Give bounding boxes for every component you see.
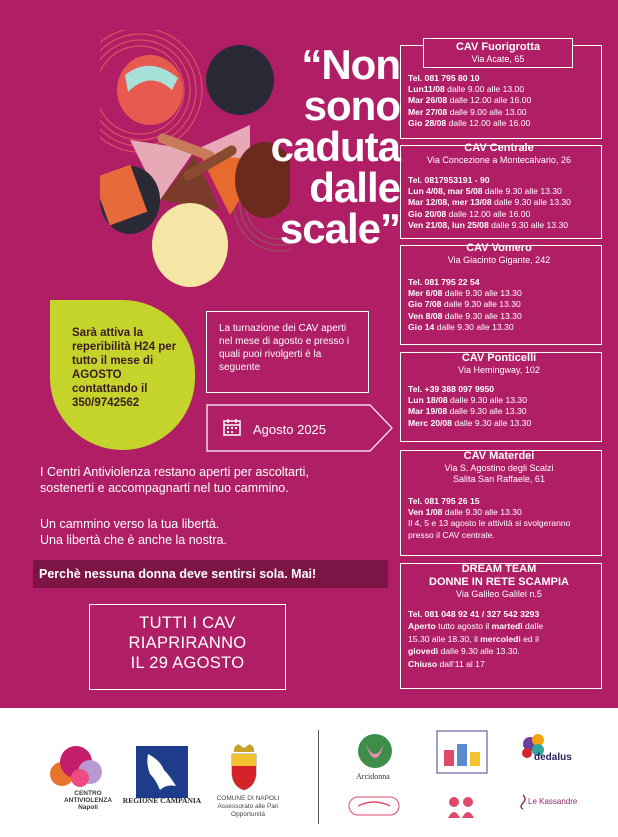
paragraph-centri [40,464,309,496]
centro-antiviolenza-label: CENTRO ANTIVIOLENZA Napoli [63,790,113,811]
title-line: sono [303,82,400,129]
cav-address: Via Galileo Galilei n.5 [456,589,542,599]
reopen-box [89,604,286,690]
cav-vomero-header [424,240,574,270]
cav-centrale-schedule: Tel. 0817953191 - 90 Lun 4/08, mar 5/08 dalle 9.30 alle 13.30 Mar 12/08, mer 13/08 dalle 9.30 alle 13.30 Gio 20/08 dalle 12.00 alle 16.00 Ven 21/08, lun 25/08 dalle 9.30 alle 13.30 [408,175,571,230]
month-label: Agosto 2025 [253,422,327,437]
title-line: “Non [301,41,400,88]
cav-address: Via Concezione a Montecalvario, 26 [427,155,571,165]
centro-antiviolenza-logo [44,742,104,788]
turnazione-box [206,311,369,393]
cav-address: Via Acate, 65 [471,54,525,64]
main-title [250,41,400,252]
reopen-line: IL 29 AGOSTO [130,654,245,672]
reperibilita-text: Sarà attiva la reperibilità H24 per tutto il mese di AGOSTO contattando il 350/9742562 [72,327,177,409]
cav-fuorigrotta-header [423,38,573,68]
slogan-banner: Perchè nessuna donna deve sentirsi sola. Mai! [33,560,388,588]
title-line: caduta [270,123,400,170]
cav-materdei-header [424,448,574,490]
paragraph-line: Una libertà che è anche la nostra. [40,533,227,547]
salute-donna-logo [436,730,488,774]
dream-team-header [424,561,574,605]
cav-ponticelli-header [424,350,574,380]
partner-logo-figures [440,792,484,822]
regione-campania-logo [136,746,188,798]
title-line: dalle [309,164,400,211]
cav-name: CAV Ponticelli [461,352,537,364]
footer-divider [318,730,319,824]
calendar-icon [222,417,242,437]
cav-materdei-schedule: Tel. 081 795 26 15 Ven 1/08 dalle 9.30 alle 13.30 Il 4, 5 e 13 agosto le attività si svolgeranno presso il CAV centrale. [408,496,571,540]
regione-campania-label: REGIONE CAMPANIA [122,796,202,805]
arcidonna-logo [356,732,394,770]
title-line: scale” [279,205,400,252]
reopen-line: TUTTI I CAV [139,614,236,632]
kassandre-label: Le Kassandre [528,797,578,806]
cav-address: Via Hemingway, 102 [458,365,540,375]
paragraph-line: sostenerti e accompagnarti nel tuo cammino. [40,481,289,495]
dream-team-schedule: Tel. 081 048 92 41 / 327 542 3293 Aperto tutto agosto il martedì dalle 15.30 alle 18.30, il mercoledì ed il giovedì dalle 9.30 alle 13.30. Chiuso dall’11 al 17 [408,609,544,669]
arcidonna-label: Arcidonna [356,772,390,781]
cav-name-secondary: DONNE IN RETE SCAMPIA [429,576,569,588]
cav-name: DREAM TEAM [461,563,537,575]
reopen-line: RIAPRIRANNO [128,634,247,652]
turnazione-text: La turnazione dei CAV aperti nel mese di agosto e presso i quali puoi rivolgerti è la seguente [219,323,350,373]
cav-name: CAV Materdei [463,450,535,462]
cav-name: CAV Centrale [464,142,534,154]
cav-centrale-header [424,140,574,170]
cav-name: CAV Fuorigrotta [455,41,541,53]
dedalus-label: dedalus [534,752,572,763]
cav-address: Via S. Agostino degli Scalzi [444,463,554,473]
comune-napoli-label: COMUNE DI NAPOLI Assessorato alle Pari Opportunità [216,795,280,818]
month-banner [206,404,394,452]
cav-address: Via Giacinto Gigante, 242 [447,255,551,265]
comune-napoli-crest [224,742,264,792]
cav-name: CAV Vomero [466,242,532,254]
cav-address: Salita San Raffaele, 61 [453,474,545,484]
paragraph-line: Un cammino verso la tua libertà. [40,517,220,531]
cav-ponticelli-schedule: Tel. +39 388 097 9950 Lun 18/08 dalle 9.30 alle 13.30 Mar 19/08 dalle 9.30 alle 13.30 Merc 20/08 dalle 9.30 alle 13.30 [408,384,532,428]
cav-vomero-schedule: Tel. 081 795 22 54 Mer 6/08 dalle 9.30 alle 13.30 Gio 7/08 dalle 9.30 alle 13.30 Ven 8/08 dalle 9.30 alle 13.30 Gio 14 dalle 9.30 alle 13.30 [408,277,522,332]
paragraph-line: I Centri Antiviolenza restano aperti per ascoltarti, [40,465,309,479]
partner-logo-pink [348,796,400,816]
kassandre-icon [518,794,528,810]
paragraph-cammino [40,516,227,548]
cav-fuorigrotta-schedule: Tel. 081 795 80 10 Lun11/08 dalle 9.00 alle 13.00 Mar 26/08 dalle 12.00 alle 16.00 Mer 27/08 dalle 9.00 alle 13.00 Gio 28/08 dalle 12.00 alle 16.00 [408,73,532,128]
